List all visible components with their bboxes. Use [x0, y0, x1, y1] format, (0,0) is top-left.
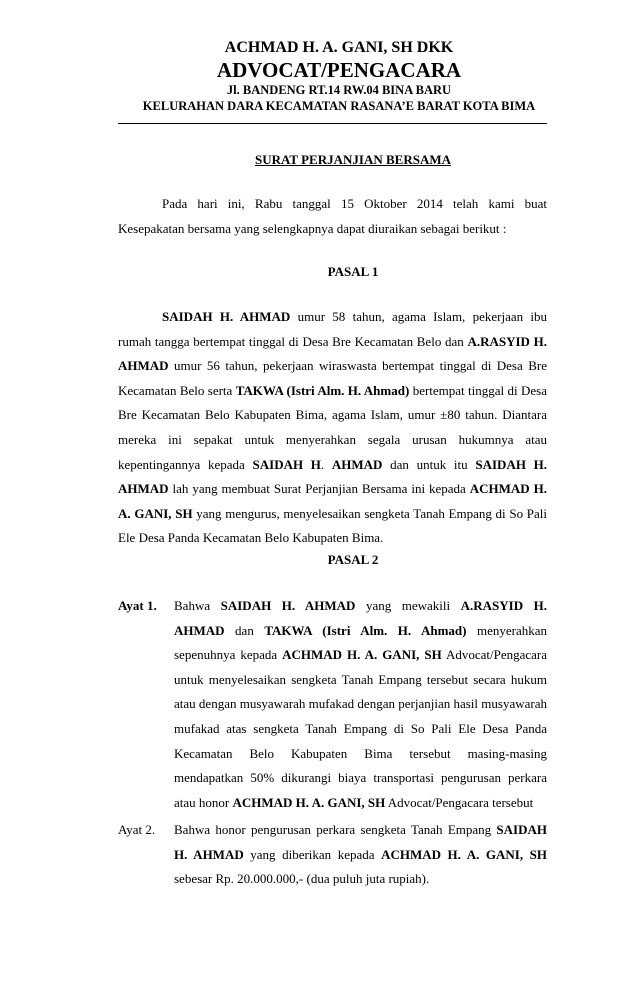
- firm-name: ACHMAD H. A. GANI, SH DKK: [224, 39, 454, 56]
- address-street: Jl. BANDENG RT.14 RW.04 BINA BARU: [226, 83, 452, 97]
- party-name: SAIDAH H. AHMAD: [220, 598, 356, 613]
- ayat-1-text: [174, 594, 547, 815]
- letterhead-divider: [118, 123, 547, 124]
- paragraph-text: lah yang membuat Surat Perjanjian Bersama ini kepada: [168, 481, 470, 497]
- party-name: ACHMAD H. A. GANI, SH: [381, 846, 547, 862]
- paragraph-text: Advocat/Pengacara untuk menyelesaikan sengketa Tanah Empang tersebut secara hukum atau dengan musyawarah mufakad dengan perjanjian hasil musyawarah mufakad atas sengketa Tanah Empang di So Pali Ele Desa Panda Kecamatan Belo Kabupaten Bima tersebut masing-masing mendapatkan 50% dikurangi biaya transportasi pengurusan perkara atau honor: [174, 647, 548, 810]
- paragraph-text: dan: [224, 622, 265, 638]
- profession-title: ADVOCAT/PENGACARA: [216, 58, 462, 82]
- party-name: SAIDAH H: [252, 456, 321, 472]
- paragraph-text: yang diberikan kepada: [243, 846, 382, 862]
- paragraph-text: yang mewakili: [355, 598, 461, 613]
- ayat-1-label: Ayat 1.: [118, 598, 157, 613]
- party-name: ACHMAD H. A. GANI, SH: [282, 647, 442, 663]
- party-name: ACHMAD H. A. GANI, SH: [118, 481, 548, 521]
- paragraph-text: umur 58 tahun, agama Islam, pekerjaan ibu rumah tangga bertempat tinggal di Desa Bre Kecamatan Belo dan: [118, 309, 547, 349]
- party-name: SAIDAH H. AHMAD: [162, 309, 291, 324]
- intro-text: Pada hari ini, Rabu tanggal 15 Oktober 2014 telah kami buat Kesepakatan bersama yang selengkapnya dapat diuraikan sebagai berikut :: [118, 196, 547, 236]
- ayat-2-label: Ayat 2.: [118, 822, 156, 837]
- party-name: AHMAD: [331, 456, 383, 472]
- pasal-1-paragraph: [118, 305, 547, 551]
- paragraph-text: .: [320, 456, 332, 472]
- party-name: A.RASYID H. AHMAD: [174, 598, 547, 638]
- paragraph-text: Bahwa: [174, 598, 221, 613]
- document-title: SURAT PERJANJIAN BERSAMA: [255, 152, 451, 167]
- party-name: SAIDAH H. AHMAD: [118, 456, 548, 497]
- paragraph-text: umur 56 tahun, pekerjaan wiraswasta bertempat tinggal di Desa Bre Kecamatan Belo serta: [118, 358, 547, 398]
- paragraph-text: sebesar Rp. 20.000.000,- (dua puluh juta rupiah).: [174, 871, 430, 887]
- letterhead: [0, 38, 638, 114]
- paragraph-text: Bahwa honor pengurusan perkara sengketa Tanah Empang: [174, 822, 497, 837]
- party-name: TAKWA (Istri Alm. H. Ahmad): [264, 622, 467, 638]
- party-name: SAIDAH H. AHMAD: [174, 822, 547, 862]
- party-name: TAKWA (Istri Alm. H. Ahmad): [235, 382, 410, 398]
- paragraph-text: menyerahkan sepenuhnya kepada: [174, 622, 547, 663]
- pasal-1-heading: PASAL 1: [327, 264, 379, 279]
- paragraph-text: Advocat/Pengacara tersebut: [385, 794, 534, 810]
- pasal-2-heading: PASAL 2: [327, 552, 379, 567]
- ayat-2-text: [174, 818, 547, 892]
- paragraph-text: dan untuk itu: [382, 456, 476, 472]
- party-name: A.RASYID H. AHMAD: [118, 333, 547, 374]
- paragraph-text: bertempat tinggal di Desa Bre Kecamatan Belo Kabupaten Bima, agama Islam, umur ±80 tahun. Diantara mereka ini sepakat untuk menyerahkan segala urusan hukumnya atau kepentingannya kepada: [118, 382, 547, 472]
- paragraph-text: yang mengurus, menyelesaikan sengketa Tanah Empang di So Pali Ele Desa Panda Kecamatan Belo Kabupaten Bima.: [118, 505, 547, 546]
- intro-paragraph: [118, 192, 547, 241]
- address-district: KELURAHAN DARA KECAMATAN RASANA’E BARAT KOTA BIMA: [142, 99, 536, 113]
- party-name: ACHMAD H. A. GANI, SH: [232, 794, 386, 810]
